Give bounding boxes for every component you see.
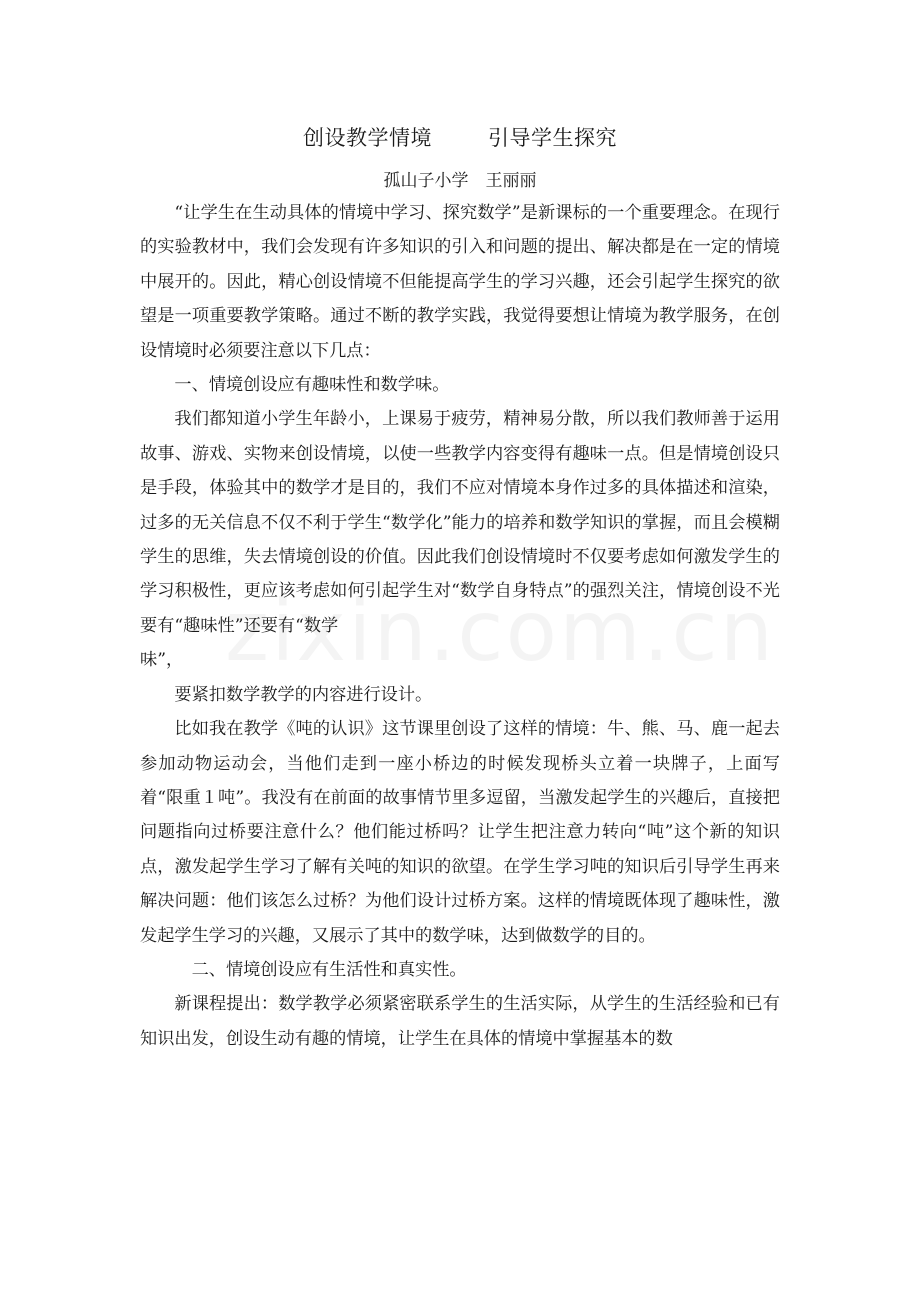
title-part-2: 引导学生探究 <box>488 126 617 150</box>
section-heading-2: 二、情境创设应有生活性和真实性。 <box>191 959 467 980</box>
title-part-1: 创设教学情境 <box>303 126 432 150</box>
author-line <box>140 166 780 196</box>
author-school: 孤山子小学 <box>383 171 469 191</box>
paragraph-section-1-continued: 味”， <box>140 650 184 671</box>
paragraph-section-2: 新课程提出：数学教学必须紧密联系学生的生活实际，从学生的生活经验和已有知识出发，创设生动有趣的情境，让学生在具体的情境中掌握基本的数 <box>140 994 780 1049</box>
document-body <box>140 196 780 1056</box>
paragraph-section-1-design: 要紧扣数学教学的内容进行设计。 <box>174 684 433 705</box>
paragraph-section-1: 我们都知道小学生年龄小，上课易于疲劳，精神易分散，所以我们教师善于运用故事、游戏、实物来创设情境，以使一些教学内容变得有趣味一点。但是情境创设只是手段，体验其中的数学才是目的，我们不应对情境本身作过多的具体描述和渲染，过多的无关信息不仅不利于学生“数学化”能力的培养和数学知识的掌握，而且会模糊学生的思维，失去情境创设的价值。因此我们创设情境时不仅要考虑如何激发学生的学习积极性，更应该考虑如何引起学生对“数学自身特点”的强烈关注，情境创设不光要有“趣味性”还要有“数学 <box>140 409 780 636</box>
document-content <box>140 120 780 1056</box>
paragraph-example: 比如我在教学《吨的认识》这节课里创设了这样的情境：牛、熊、马、鹿一起去参加动物运动会，当他们走到一座小桥边的时候发现桥头立着一块牌子，上面写着“限重１吨”。我没有在前面的故事情节里多逗留，当激发起学生的兴趣后，直接把问题指向过桥要注意什么？他们能过桥吗？让学生把注意力转向“吨”这个新的知识点，激发起学生学习了解有关吨的知识的欲望。在学生学习吨的知识后引导学生再来解决问题：他们该怎么过桥？为他们设计过桥方案。这样的情境既体现了趣味性，激发起学生学习的兴趣，又展示了其中的数学味，达到做数学的目的。 <box>140 719 780 946</box>
author-name: 王丽丽 <box>485 171 537 191</box>
section-heading-1: 一、情境创设应有趣味性和数学味。 <box>174 375 450 396</box>
paragraph-intro: “让学生在生动具体的情境中学习、探究数学”是新课标的一个重要理念。在现行的实验教材中，我们会发现有许多知识的引入和问题的提出、解决都是在一定的情境中展开的。因此，精心创设情境不但能提高学生的学习兴趣，还会引起学生探究的欲望是一项重要教学策略。通过不断的教学实践，我觉得要想让情境为教学服务，在创设情境时必须要注意以下几点： <box>140 203 780 361</box>
document-title <box>140 120 780 156</box>
